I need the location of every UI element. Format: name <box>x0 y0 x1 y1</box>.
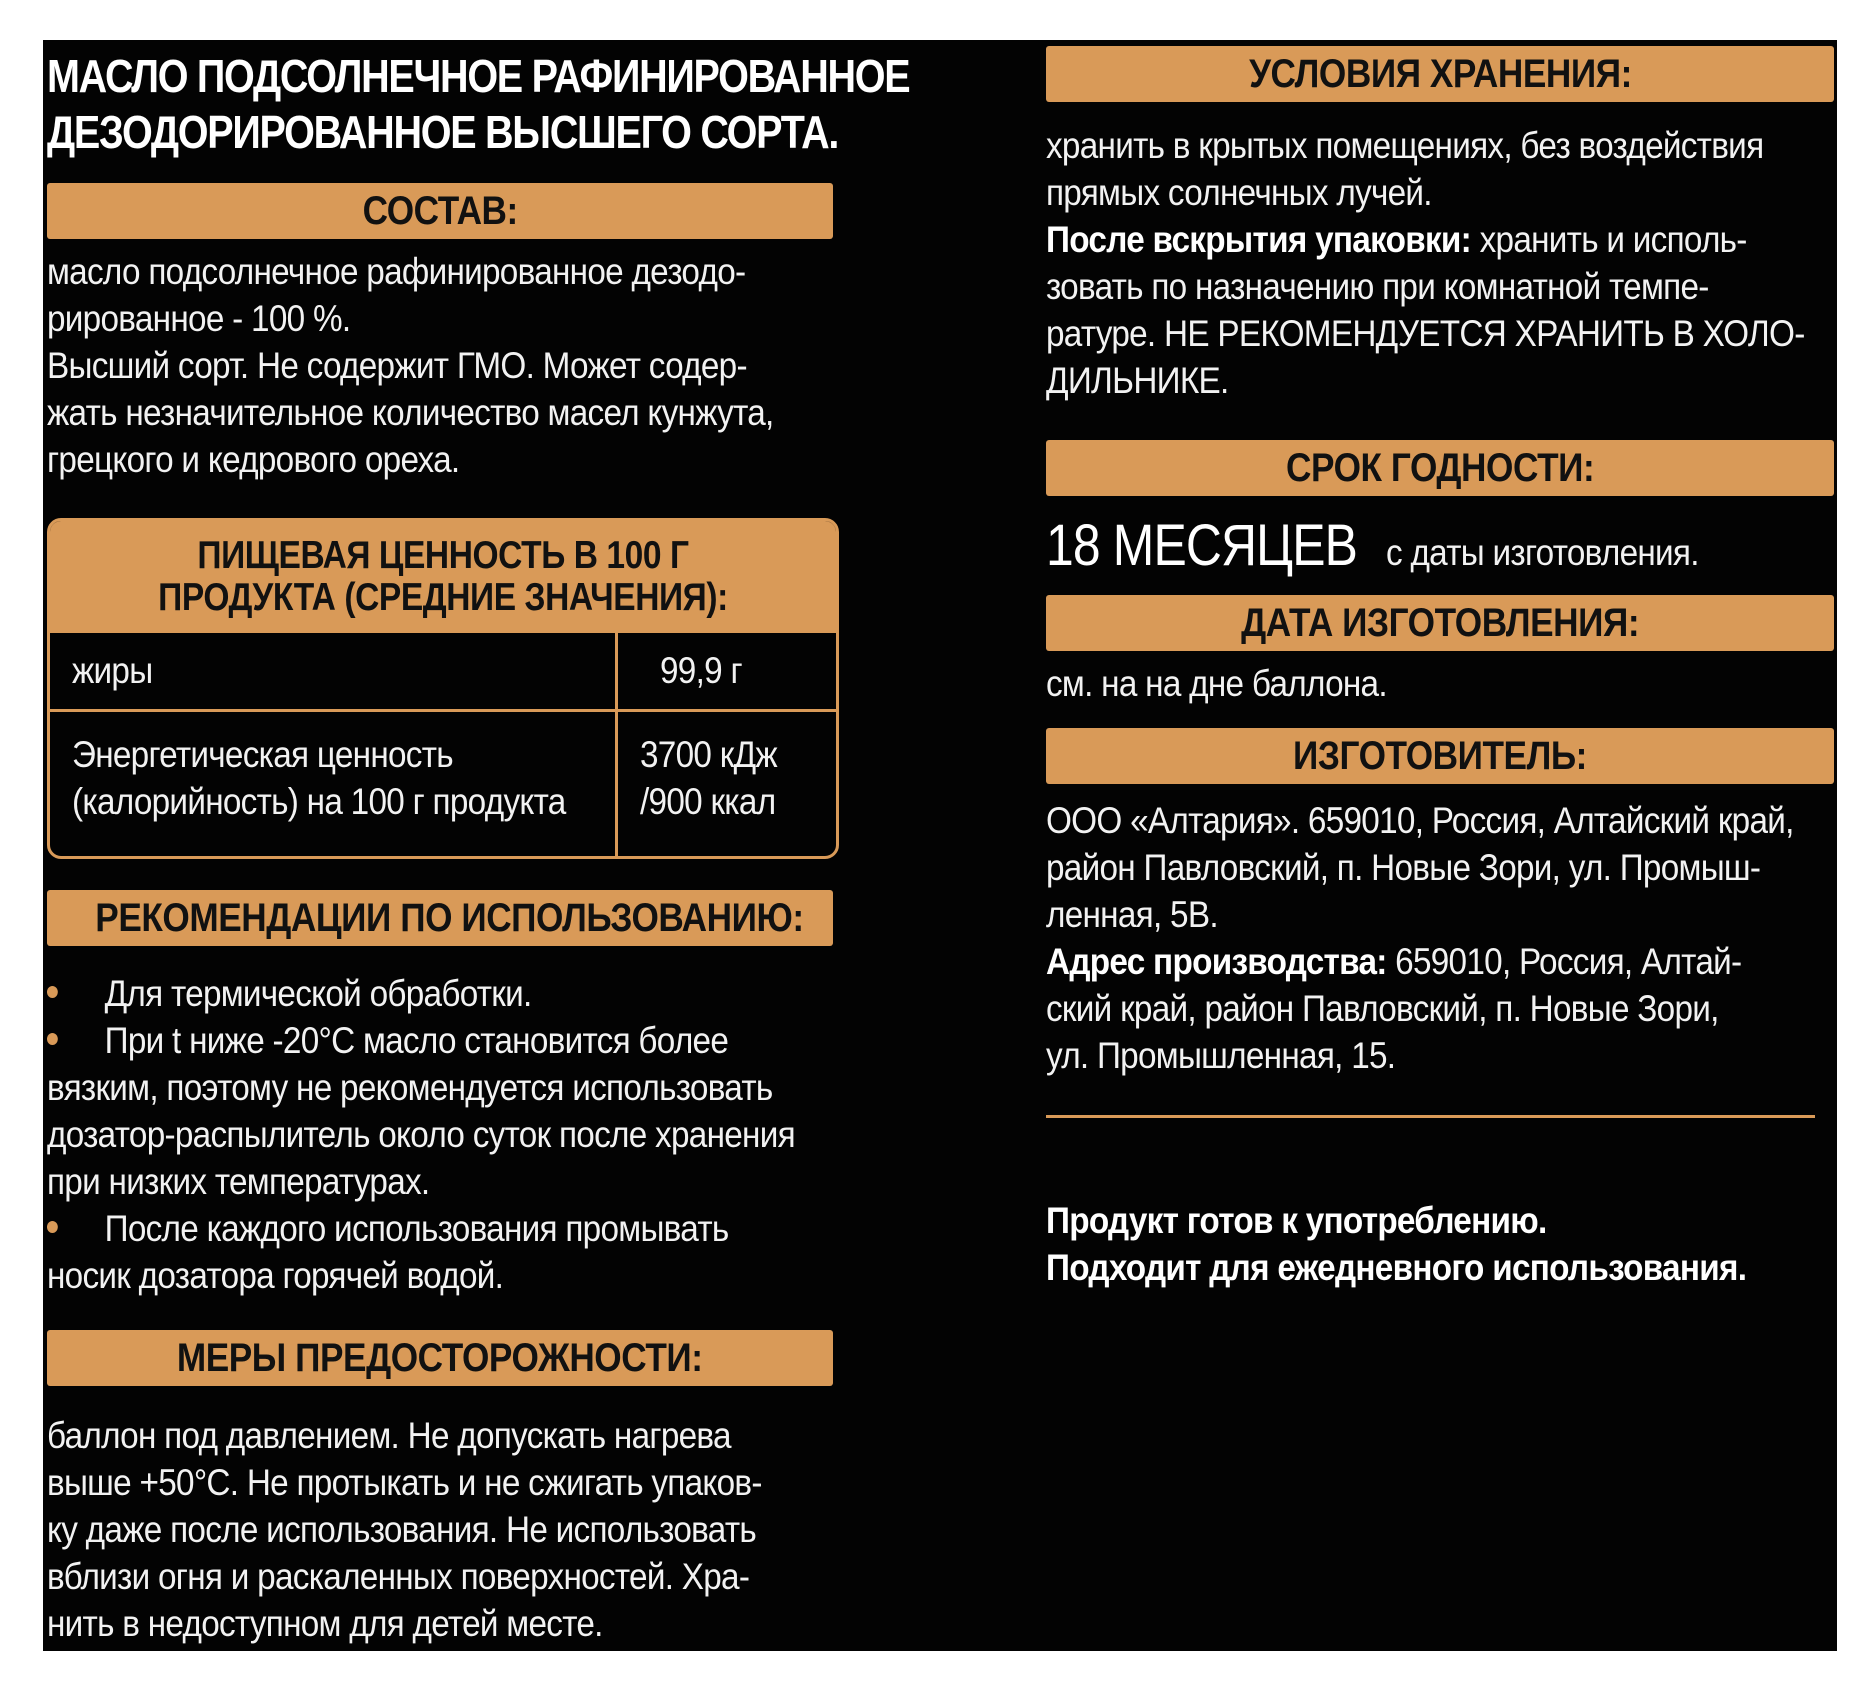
precautions-text <box>47 1412 841 1647</box>
shelf-life-value: 18 МЕСЯЦЕВ <box>1046 513 1358 578</box>
composition-line-4: жать незначительное количество масел кунжута, <box>47 392 774 433</box>
product-title <box>47 48 910 160</box>
recommendations-header: РЕКОМЕНДАЦИИ ПО ИСПОЛЬЗОВАНИЮ: <box>47 890 833 946</box>
composition-line-5: грецкого и кедрового ореха. <box>47 439 460 480</box>
storage-line-4: зовать по назначению при комнатной темпе- <box>1046 266 1709 307</box>
production-address-label: Адрес производства: <box>1046 941 1387 982</box>
composition-line-3: Высший сорт. Не содержит ГМО. Может содер- <box>47 345 747 386</box>
manufacturer-line-6: ул. Промышленная, 15. <box>1046 1035 1396 1076</box>
precautions-line-2: выше +50°С. Не протыкать и не сжигать упаков- <box>47 1462 762 1503</box>
storage-header: УСЛОВИЯ ХРАНЕНИЯ: <box>1046 46 1834 102</box>
shelf-life-header: СРОК ГОДНОСТИ: <box>1046 440 1834 496</box>
recommendation-item-1: Для термической обработки. <box>47 970 795 1017</box>
precautions-line-5: нить в недоступном для детей месте. <box>47 1603 603 1644</box>
nutrition-row-divider <box>50 709 836 712</box>
nutrition-header-line-2: ПРОДУКТА (СРЕДНИЕ ЗНАЧЕНИЯ): <box>158 576 728 619</box>
storage-line-5: ратуре. НЕ РЕКОМЕНДУЕТСЯ ХРАНИТЬ В ХОЛО- <box>1046 313 1805 354</box>
nutrition-table <box>47 518 839 859</box>
recommendation-item-2: При t ниже -20°С масло становится более <box>47 1017 795 1064</box>
recommendation-line-3: вязким, поэтому не рекомендуется использовать <box>47 1067 773 1108</box>
recommendation-line-7: носик дозатора горячей водой. <box>47 1255 504 1296</box>
recommendation-line-4: дозатор-распылитель около суток после хранения <box>47 1114 795 1155</box>
precautions-line-4: вблизи огня и раскаленных поверхностей. Хра- <box>47 1556 750 1597</box>
composition-text <box>47 248 854 483</box>
storage-line-2: прямых солнечных лучей. <box>1046 172 1432 213</box>
precautions-line-3: ку даже после использования. Не использовать <box>47 1509 756 1550</box>
manufacturer-header: ИЗГОТОВИТЕЛЬ: <box>1046 728 1834 784</box>
storage-text <box>1046 122 1875 404</box>
composition-line-2: рированное - 100 %. <box>47 298 351 339</box>
recommendation-item-3: После каждого использования промывать <box>47 1205 795 1252</box>
shelf-life-suffix: с даты изготовления. <box>1385 532 1699 573</box>
precautions-header: МЕРЫ ПРЕДОСТОРОЖНОСТИ: <box>47 1330 833 1386</box>
manufacturer-line-2: район Павловский, п. Новые Зори, ул. Промыш- <box>1046 847 1761 888</box>
footer-line-1: Продукт готов к употреблению. <box>1046 1200 1547 1241</box>
nutrition-row-fat-value: 99,9 г <box>660 650 742 691</box>
manufacturer-line-3: ленная, 5В. <box>1046 894 1218 935</box>
manufacturer-line-4: Адрес производства: 659010, Россия, Алтай- <box>1046 941 1742 982</box>
bullet-icon <box>47 1033 58 1045</box>
manufacturer-line-1: ООО «Алтария». 659010, Россия, Алтайский край, <box>1046 800 1794 841</box>
storage-line-6: ДИЛЬНИКЕ. <box>1046 360 1229 401</box>
footer-text <box>1046 1197 1824 1291</box>
manufacturer-text <box>1046 797 1875 1079</box>
manufacturer-line-5: ский край, район Павловский, п. Новые Зори, <box>1046 988 1719 1029</box>
nutrition-row-fat-label: жиры <box>72 650 153 691</box>
nutrition-row-energy-label: Энергетическая ценность (калорийность) на 100 г продукта <box>72 734 566 822</box>
storage-line-1: хранить в крытых помещениях, без воздействия <box>1046 125 1764 166</box>
manufacture-date-text: см. на на дне баллона. <box>1046 663 1387 704</box>
product-title-line-1: МАСЛО ПОДСОЛНЕЧНОЕ РАФИНИРОВАННОЕ <box>47 50 910 102</box>
bullet-icon <box>47 1221 58 1233</box>
composition-line-1: масло подсолнечное рафинированное дезодо- <box>47 251 746 292</box>
nutrition-table-header <box>50 521 836 633</box>
precautions-line-1: баллон под давлением. Не допускать нагрева <box>47 1415 731 1456</box>
nutrition-row-energy-value: 3700 кДж /900 ккал <box>640 734 777 822</box>
recommendations-text <box>47 970 878 1299</box>
section-divider <box>1046 1115 1815 1118</box>
after-open-label: После вскрытия упаковки: <box>1046 219 1472 260</box>
bullet-icon <box>47 986 58 998</box>
storage-line-3: После вскрытия упаковки: хранить и исполь- <box>1046 219 1747 260</box>
product-title-line-2: ДЕЗОДОРИРОВАННОЕ ВЫСШЕГО СОРТА. <box>47 106 839 158</box>
shelf-life-text <box>1046 512 1733 579</box>
manufacture-date-header: ДАТА ИЗГОТОВЛЕНИЯ: <box>1046 595 1834 651</box>
recommendation-line-5: при низких температурах. <box>47 1161 430 1202</box>
footer-line-2: Подходит для ежедневного использования. <box>1046 1247 1747 1288</box>
composition-header: СОСТАВ: <box>47 183 833 239</box>
label-panel <box>43 40 1837 1651</box>
nutrition-header-line-1: ПИЩЕВАЯ ЦЕННОСТЬ В 100 Г <box>197 534 689 577</box>
